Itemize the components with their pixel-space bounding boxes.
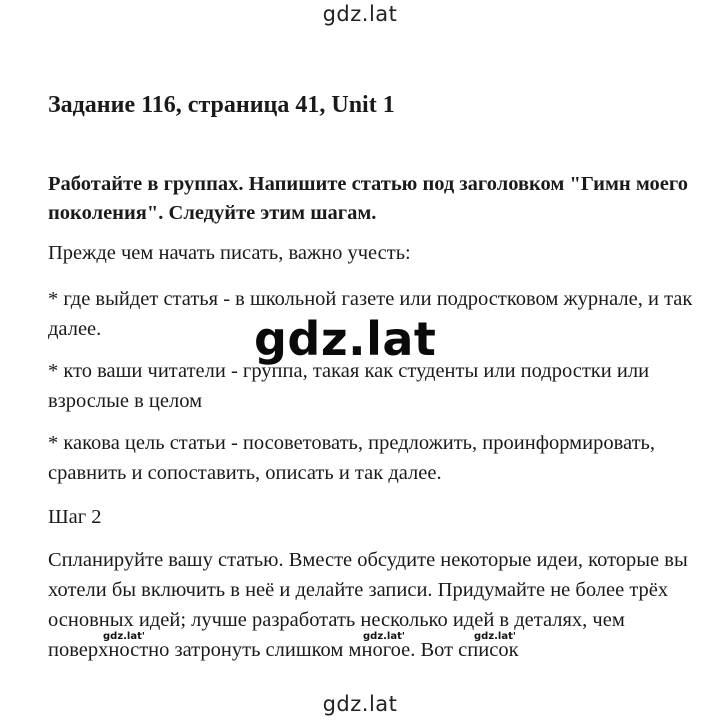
watermark-center: gdz.lat [254,312,437,366]
page-title: Задание 116, страница 41, Unit 1 [48,92,395,118]
paragraph-bullet-where: * где выйдет статья - в школьной газете или подростковом журнале, и так далее. [48,288,693,340]
watermark-small: gdz.lat' [474,631,516,642]
paragraph-step-heading: Шаг 2 [48,506,102,528]
watermark-top: gdz.lat [322,2,398,26]
watermark-small: gdz.lat' [363,631,405,642]
task-instruction: Работайте в группах. Напишите статью под заголовком "Гимн моего поколения". Следуйте этим шагам. [48,173,688,224]
paragraph-intro: Прежде чем начать писать, важно учесть: [48,242,411,264]
watermark-bottom: gdz.lat [322,692,398,716]
paragraph-step-body: Спланируйте вашу статью. Вместе обсудите некоторые идеи, которые вы хотели бы включить в неё и делайте записи. Придумайте не более трёх основных идей; лучше разработать несколько идей в деталях, чем поверхностно затронуть слишком многое. Вот список [48,549,688,661]
watermark-small: gdz.lat' [103,631,145,642]
paragraph-bullet-purpose: * какова цель статьи - посоветовать, предложить, проинформировать, сравнить и сопоставить, описать и так далее. [48,432,656,484]
paragraph-bullet-readers: * кто ваши читатели - группа, такая как студенты или подростки или взрослые в целом [48,360,650,412]
